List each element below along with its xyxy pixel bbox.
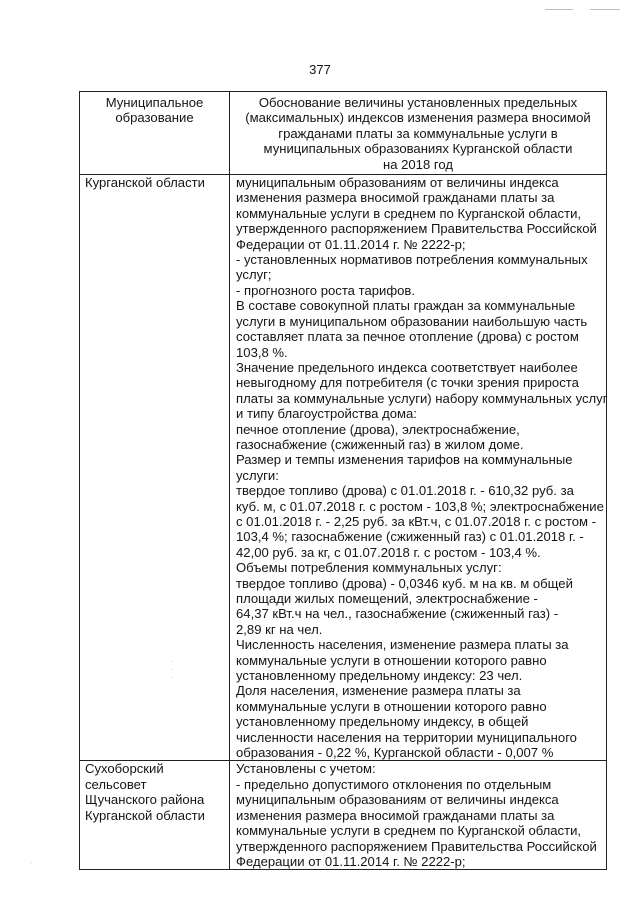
header-line: (максимальных) индексов изменения размера вносимой: [245, 110, 591, 126]
header-line: Обоснование величины установленных предельных: [258, 95, 578, 110]
justification-line: муниципальным образованиям от величины индекса: [236, 792, 559, 808]
justification-line: - прогнозного роста тарифов.: [236, 282, 415, 298]
justification-line: услуги в муниципальном образовании наибольшую часть: [236, 313, 588, 329]
scan-artifact: ‘: [30, 860, 32, 870]
justification-line: 64,37 кВт.ч на чел., газоснабжение (сжиженный газ) -: [236, 606, 559, 622]
municipality-name: Курганской области: [85, 175, 205, 191]
page-number: 377: [309, 62, 331, 77]
justification-line: Федерации от 01.11.2014 г. № 2222-р;: [236, 853, 466, 869]
justification-line: услуги:: [236, 467, 279, 483]
justification-line: твердое топливо (дрова) - 0,0346 куб. м на кв. м общей: [236, 575, 573, 591]
justification-line: В составе совокупной платы граждан за коммунальные: [236, 298, 576, 314]
justification-line: 103,8 %.: [236, 344, 288, 360]
justification-line: услуг;: [236, 267, 272, 283]
justification-line: образования - 0,22 %, Курганской области - 0,007 %: [236, 745, 554, 761]
scan-artifact: · · ·: [170, 657, 173, 682]
justification-line: Установлены с учетом:: [236, 761, 376, 777]
justification-line: коммунальные услуги в среднем по Курганской области,: [236, 823, 582, 839]
justification-line: 103,4 %; газоснабжение (сжиженный газ) с 01.01.2018 г. -: [236, 529, 584, 545]
justification-line: невыгодному для потребителя (с точки зрения прироста: [236, 375, 579, 391]
municipality-name: Сухоборский: [85, 761, 164, 777]
justification-line: с 01.01.2018 г. - 2,25 руб. за кВт.ч, с 01.07.2018 г. с ростом -: [236, 513, 596, 529]
justification-line: площади жилых помещений, электроснабжение -: [236, 591, 538, 606]
justification-line: куб. м, с 01.07.2018 г. с ростом - 103,8 %; электроснабжение: [236, 498, 604, 514]
justification-line: твердое топливо (дрова) с 01.01.2018 г. - 610,32 руб. за: [236, 483, 574, 499]
justification-line: Федерации от 01.11.2014 г. № 2222-р;: [236, 236, 466, 252]
justification-cell: [230, 761, 607, 870]
justification-line: Размер и темпы изменения тарифов на коммунальные: [236, 452, 573, 468]
justification-table: [79, 91, 607, 870]
table-row: [80, 761, 607, 870]
justification-line: утвержденного распоряжением Правительства Российской: [236, 221, 597, 237]
table-header-row: [80, 92, 607, 175]
justification-line: - предельно допустимого отклонения по отдельным: [236, 776, 552, 792]
header-line: образование: [115, 110, 194, 126]
header-line: гражданами платы за коммунальные услуги в: [278, 125, 558, 141]
justification-line: - установленных нормативов потребления коммунальных: [236, 252, 588, 268]
header-justification: [230, 92, 607, 175]
justification-line: платы за коммунальные услуги) набору коммунальных услуг: [236, 390, 608, 406]
scan-artifact: [590, 9, 620, 10]
header-line: Муниципальное: [105, 95, 204, 110]
justification-line: утвержденного распоряжением Правительства Российской: [236, 838, 597, 854]
justification-line: печное отопление (дрова), электроснабжение,: [236, 421, 520, 437]
justification-line: Объемы потребления коммунальных услуг:: [236, 560, 502, 576]
justification-line: коммунальные услуги в отношении которого равно: [236, 652, 547, 668]
table-row: [80, 175, 607, 761]
justification-line: Значение предельного индекса соответствует наиболее: [236, 359, 578, 375]
municipality-name: Курганской области: [85, 807, 205, 823]
justification-line: изменения размера вносимой гражданами платы за: [236, 190, 555, 206]
justification-cell: [230, 175, 607, 761]
justification-line: установленному предельному индексу: 23 чел.: [236, 668, 523, 684]
justification-line: Численность населения, изменение размера платы за: [236, 637, 569, 653]
justification-line: Доля населения, изменение размера платы за: [236, 683, 521, 699]
justification-line: коммунальные услуги в среднем по Курганской области,: [236, 205, 582, 221]
header-municipality: [80, 92, 230, 175]
justification-line: численности населения на территории муниципального: [236, 729, 577, 745]
municipality-name: Щучанского района: [85, 792, 205, 808]
municipality-cell: [80, 761, 230, 870]
justification-line: и типу благоустройства дома:: [236, 406, 417, 422]
justification-line: коммунальные услуги в отношении которого равно: [236, 698, 547, 714]
justification-line: муниципальным образованиям от величины индекса: [236, 175, 559, 191]
header-line: муниципальных образованиях Курганской области: [263, 141, 573, 157]
justification-line: установленному предельному индексу, в общей: [236, 714, 529, 730]
justification-line: составляет плата за печное отопление (дрова) с ростом: [236, 329, 579, 345]
municipality-name: сельсовет: [85, 776, 147, 792]
justification-line: 42,00 руб. за кг, с 01.07.2018 г. с ростом - 103,4 %.: [236, 544, 541, 560]
header-line: на 2018 год: [382, 156, 454, 172]
justification-line: газоснабжение (сжиженный газ) в жилом доме.: [236, 436, 524, 452]
justification-line: 2,89 кг на чел.: [236, 621, 323, 637]
scan-artifact: [545, 9, 573, 10]
justification-line: изменения размера вносимой гражданами платы за: [236, 807, 555, 823]
municipality-cell: [80, 175, 230, 761]
